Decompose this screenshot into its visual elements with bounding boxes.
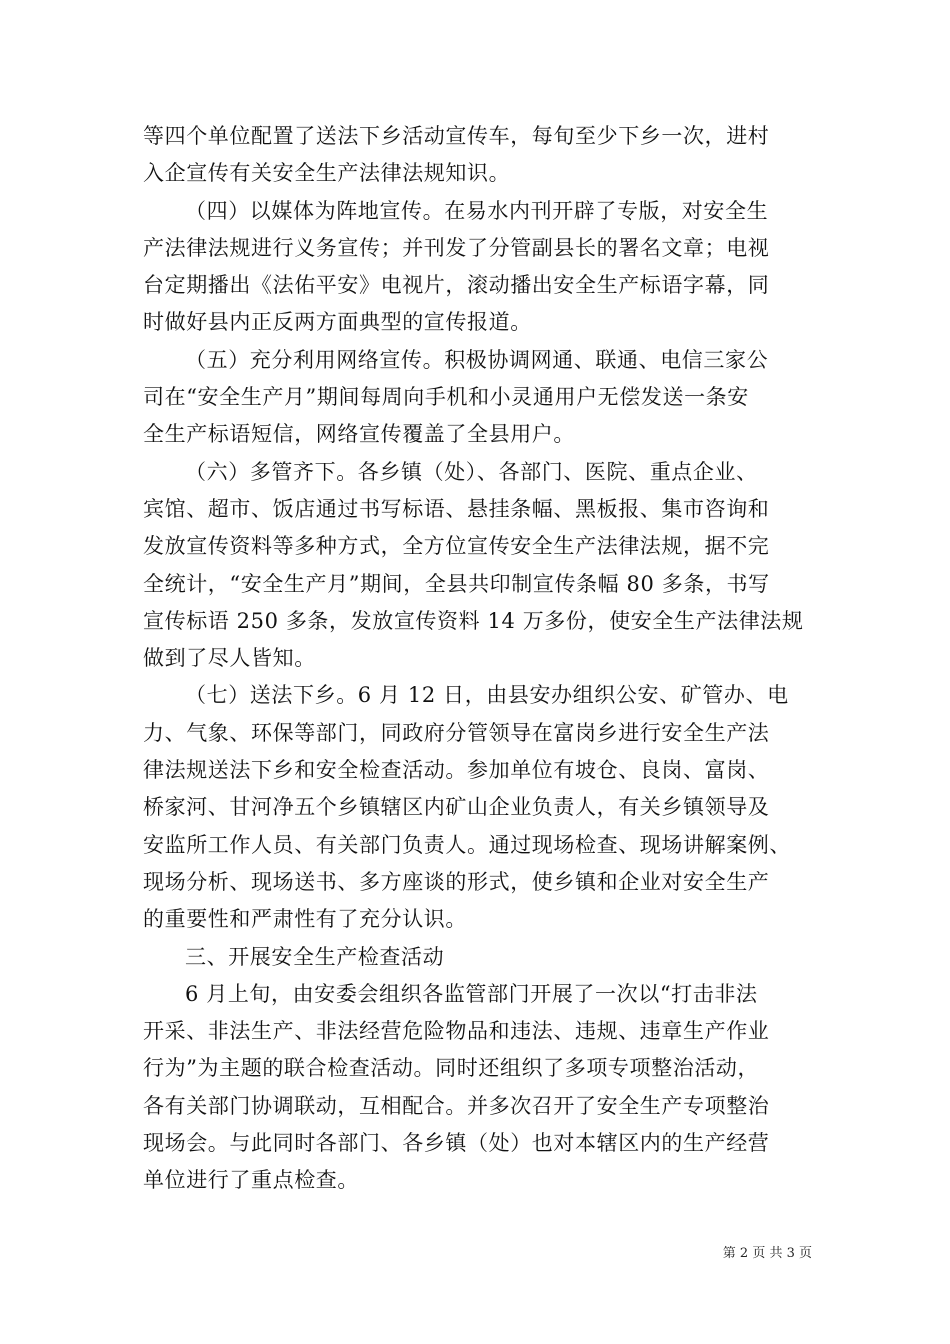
text-line: 台定期播出《法佑平安》电视片，滚动播出安全生产标语字幕，同 bbox=[143, 273, 770, 298]
text-line: 桥家河、甘河净五个乡镇辖区内矿山企业负责人，有关乡镇领导及 bbox=[143, 795, 770, 820]
text-line: 宣传标语 250 多条，发放宣传资料 14 万多份，使安全生产法律法规 bbox=[143, 608, 804, 633]
text-line: 做到了尽人皆知。 bbox=[143, 646, 316, 671]
text-line: 的重要性和严肃性有了充分认识。 bbox=[143, 907, 467, 932]
text-line: 宾馆、超市、饭店通过书写标语、悬挂条幅、黑板报、集市咨询和 bbox=[143, 496, 770, 521]
text-line: 行为”为主题的联合检查活动。同时还组织了多项专项整治活动， bbox=[143, 1056, 760, 1081]
text-line: 现场分析、现场送书、多方座谈的形式，使乡镇和企业对安全生产 bbox=[143, 869, 770, 894]
text-line: 等四个单位配置了送法下乡活动宣传车，每旬至少下乡一次，进村 bbox=[143, 124, 770, 148]
text-line: （六）多管齐下。各乡镇（处）、各部门、医院、重点企业、 bbox=[185, 459, 758, 484]
text-line: 现场会。与此同时各部门、各乡镇（处）也对本辖区内的生产经营 bbox=[143, 1131, 770, 1156]
text-line: 力、气象、环保等部门，同政府分管领导在富岗乡进行安全生产法 bbox=[143, 720, 770, 745]
text-line: 入企宣传有关安全生产法律法规知识。 bbox=[143, 161, 511, 186]
text-line: 开采、非法生产、非法经营危险物品和违法、违规、违章生产作业 bbox=[143, 1019, 770, 1044]
text-line: （五）充分利用网络宣传。积极协调网通、联通、电信三家公 bbox=[185, 347, 769, 372]
text-line: 产法律法规进行义务宣传；并刊发了分管副县长的署名文章；电视 bbox=[143, 235, 770, 260]
text-line: （四）以媒体为阵地宣传。在易水内刊开辟了专版，对安全生 bbox=[185, 198, 769, 223]
text-line: 全生产标语短信，网络宣传覆盖了全县用户。 bbox=[143, 422, 575, 447]
text-line: 律法规送法下乡和安全检查活动。参加单位有坡仓、良岗、富岗、 bbox=[143, 758, 770, 783]
text-line: 安监所工作人员、有关部门负责人。通过现场检查、现场讲解案例、 bbox=[143, 832, 791, 857]
text-line: 司在“安全生产月”期间每周向手机和小灵通用户无偿发送一条安 bbox=[143, 385, 749, 410]
document-body bbox=[143, 118, 811, 1200]
text-line: 6 月上旬，由安委会组织各监管部门开展了一次以“打击非法 bbox=[185, 981, 758, 1006]
text-line: 时做好县内正反两方面典型的宣传报道。 bbox=[143, 310, 532, 335]
text-line: 全统计，“安全生产月”期间，全县共印制宣传条幅 80 多条，书写 bbox=[143, 571, 770, 596]
text-line: 各有关部门协调联动，互相配合。并多次召开了安全生产专项整治 bbox=[143, 1093, 770, 1118]
page-number: 第 2 页 共 3 页 bbox=[722, 1246, 812, 1261]
text-line: 单位进行了重点检查。 bbox=[143, 1168, 359, 1193]
text-line: （七）送法下乡。6 月 12 日，由县安办组织公安、矿管办、电 bbox=[185, 683, 789, 708]
text-line: 三、开展安全生产检查活动 bbox=[185, 944, 445, 969]
text-line: 发放宣传资料等多种方式，全方位宣传安全生产法律法规，据不完 bbox=[143, 534, 770, 559]
